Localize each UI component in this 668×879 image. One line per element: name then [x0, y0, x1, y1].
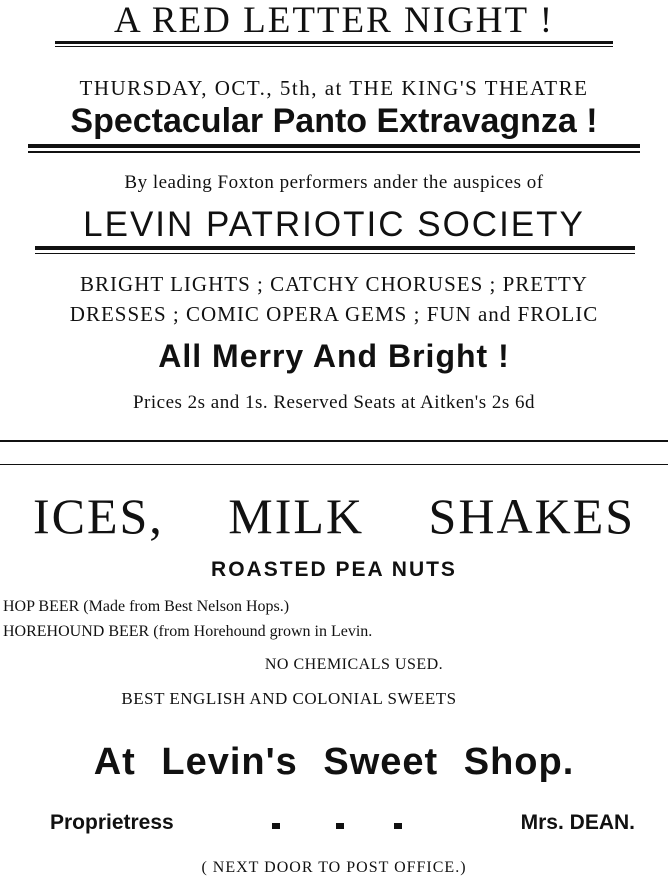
features-line-2: DRESSES ; COMIC OPERA GEMS ; FUN and FROLIC	[69, 302, 599, 326]
title-underline	[55, 41, 613, 44]
separator-dot	[272, 823, 280, 829]
headline-rule	[28, 144, 640, 148]
prices-line: Prices 2s and 1s. Reserved Seats at Aitken's 2s 6d	[132, 392, 536, 413]
society-rule	[35, 246, 635, 250]
society-name: LEVIN PATRIOTIC SOCIETY	[83, 205, 585, 244]
no-chemicals-line: NO CHEMICALS USED.	[264, 656, 444, 673]
ad-title: A RED LETTER NIGHT !	[113, 0, 555, 41]
ices-headline: ICES, MILK SHAKES	[32, 488, 636, 544]
separator-dot	[394, 823, 402, 829]
ad-separator-bottom	[0, 464, 668, 465]
slogan: All Merry And Bright !	[158, 338, 510, 374]
ad-separator-top	[0, 440, 668, 442]
horehound-beer-line: HOREHOUND BEER (from Horehound grown in Levin.	[3, 623, 373, 640]
event-headline: Spectacular Panto Extravagnza !	[70, 102, 598, 140]
proprietress-name: Mrs. DEAN.	[520, 811, 635, 834]
performers-line: By leading Foxton performers ander the auspices of	[124, 172, 544, 193]
headline-rule-thin	[28, 151, 640, 153]
proprietress-row	[50, 811, 635, 839]
features-line-1: BRIGHT LIGHTS ; CATCHY CHORUSES ; PRETTY	[80, 272, 588, 296]
shop-location: ( NEXT DOOR TO POST OFFICE.)	[201, 859, 467, 876]
hop-beer-line: HOP BEER (Made from Best Nelson Hops.)	[3, 598, 290, 615]
event-date-venue: THURSDAY, OCT., 5th, at THE KING'S THEATRE	[79, 76, 589, 100]
separator-dot	[336, 823, 344, 829]
peanuts-subheadline: ROASTED PEA NUTS	[211, 558, 457, 581]
sweets-line: BEST ENGLISH AND COLONIAL SWEETS	[121, 689, 457, 708]
title-underline-thin	[55, 46, 613, 47]
shop-name: At Levin's Sweet Shop.	[93, 741, 575, 783]
proprietress-label: Proprietress	[50, 811, 174, 834]
society-rule-thin	[35, 253, 635, 254]
